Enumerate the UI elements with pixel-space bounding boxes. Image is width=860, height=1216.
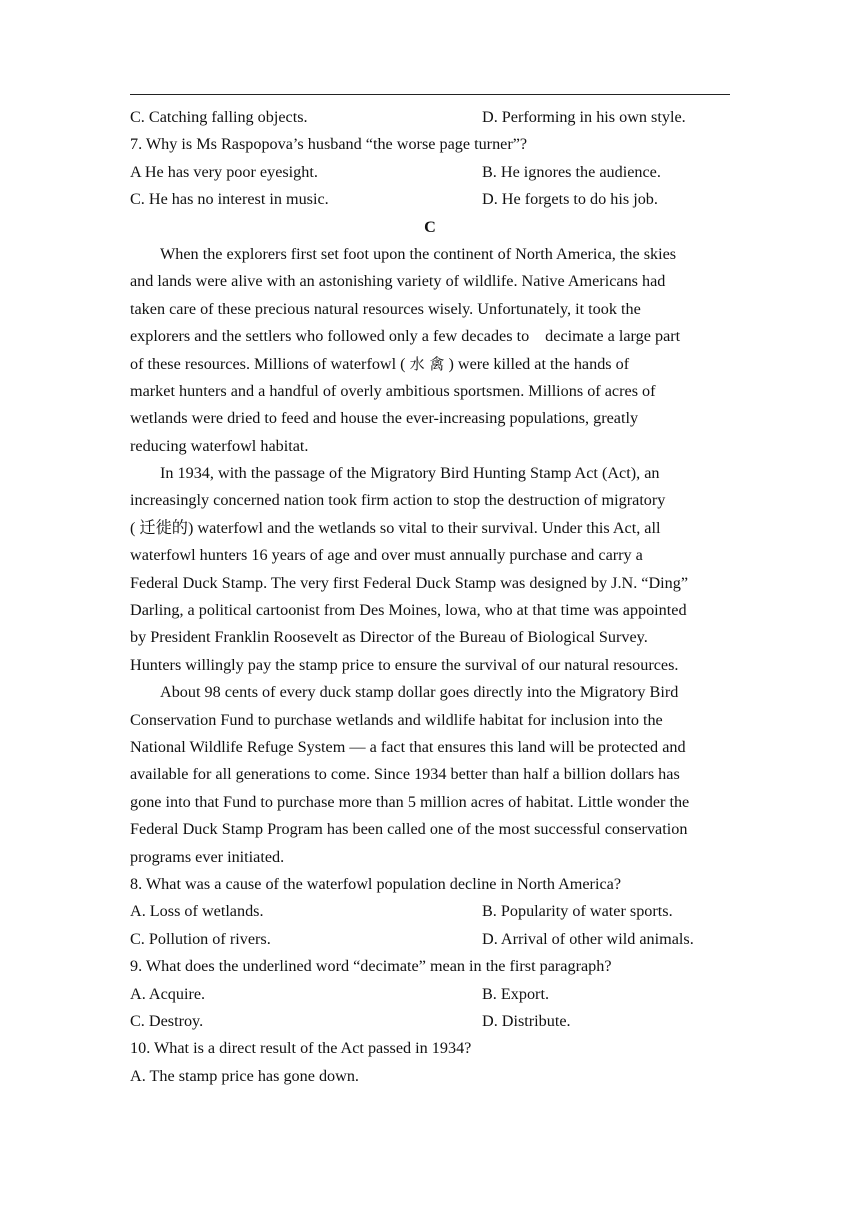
passage-paragraph-3: [130, 679, 730, 871]
section-label: C: [424, 217, 436, 236]
q8-option-c: C. Pollution of rivers.: [130, 929, 271, 948]
p2-line-8: Hunters willingly pay the stamp price to ensure the survival of our natural resources.: [130, 655, 679, 674]
underlined-word-decimate: decimate: [545, 327, 604, 346]
q6-option-d: D. Performing in his own style.: [482, 108, 686, 126]
q10-option-a: A. The stamp price has gone down.: [130, 1066, 359, 1085]
q7-option-a: A He has very poor eyesight.: [130, 162, 318, 181]
p1-line-7: wetlands were dried to feed and house the ever-increasing populations, greatly: [130, 409, 639, 428]
q8-option-b: B. Popularity of water sports.: [482, 902, 673, 921]
header-rule: [130, 94, 730, 95]
p3-line-5: gone into that Fund to purchase more than 5 million acres of habitat. Little wonder the: [130, 792, 690, 811]
q7-option-b: B. He ignores the audience.: [482, 162, 661, 181]
passage-paragraph-1: [130, 241, 730, 460]
q9-options-row-1: [130, 981, 730, 1008]
p1-line-5-end: ) were killed at the hands of: [448, 354, 630, 373]
p2-line-1: In 1934, with the passage of the Migratory Bird Hunting Stamp Act (Act), an: [160, 464, 660, 483]
q8-option-a: A. Loss of wetlands.: [130, 902, 264, 921]
p1-line-5: [130, 351, 730, 378]
q9-option-a: A. Acquire.: [130, 984, 206, 1003]
q9-option-d: D. Distribute.: [482, 1011, 571, 1030]
p1-line-3: taken care of these precious natural resources wisely. Unfortunately, it took the: [130, 299, 641, 318]
q9-option-b: B. Export.: [482, 984, 549, 1003]
p2-line-7: by President Franklin Roosevelt as Director of the Bureau of Biological Survey.: [130, 628, 648, 647]
p2-line-4: waterfowl hunters 16 years of age and over must annually purchase and carry a: [130, 546, 643, 565]
q6-option-c: C. Catching falling objects.: [130, 108, 308, 126]
q7-options-row-1: [130, 159, 730, 186]
p2-line-5: Federal Duck Stamp. The very first Federal Duck Stamp was designed by J.N. “Ding”: [130, 573, 689, 592]
q9-options-row-2: [130, 1008, 730, 1035]
q8-option-d: D. Arrival of other wild animals.: [482, 929, 694, 948]
q7-option-c: C. He has no interest in music.: [130, 190, 329, 209]
q8-options-row-2: [130, 926, 730, 953]
p3-line-7: programs ever initiated.: [130, 847, 285, 866]
p1-line-4-end: a large part: [607, 327, 681, 346]
passage-paragraph-2: [130, 460, 730, 679]
q8-question: 8. What was a cause of the waterfowl population decline in North America?: [130, 874, 621, 893]
p2-line-2: increasingly concerned nation took firm action to stop the destruction of migratory: [130, 491, 666, 510]
p1-line-1: When the explorers first set foot upon the continent of North America, the skies: [160, 244, 677, 263]
p1-line-6: market hunters and a handful of overly ambitious sportsmen. Millions of acres of: [130, 381, 656, 400]
q7-option-d: D. He forgets to do his job.: [482, 190, 658, 209]
page-content: [130, 104, 730, 1090]
p3-line-2: Conservation Fund to purchase wetlands and wildlife habitat for inclusion into the: [130, 710, 663, 729]
p1-line-8: reducing waterfowl habitat.: [130, 436, 309, 455]
gloss-waterfowl-chinese: 水 禽: [409, 354, 445, 373]
p3-line-3: National Wildlife Refuge System — a fact that ensures this land will be protected and: [130, 737, 686, 756]
q7-options-row-2: [130, 186, 730, 213]
q8-options-row-1: [130, 898, 730, 925]
q6-options-row-2: [130, 104, 730, 131]
p2-line-3: ( 迁徙的) waterfowl and the wetlands so vital to their survival. Under this Act, all: [130, 518, 661, 537]
p1-line-2: and lands were alive with an astonishing variety of wildlife. Native Americans had: [130, 272, 666, 291]
p3-line-4: available for all generations to come. Since 1934 better than half a billion dollars has: [130, 765, 680, 784]
p1-line-4: [130, 323, 730, 350]
p1-line-4-start: explorers and the settlers who followed only a few decades to: [130, 327, 530, 346]
q9-question: 9. What does the underlined word “decimate” mean in the first paragraph?: [130, 957, 612, 976]
p3-line-6: Federal Duck Stamp Program has been called one of the most successful conservation: [130, 820, 688, 839]
q7-question: 7. Why is Ms Raspopova’s husband “the worse page turner”?: [130, 135, 528, 154]
p3-line-1: About 98 cents of every duck stamp dollar goes directly into the Migratory Bird: [160, 683, 679, 702]
q9-option-c: C. Destroy.: [130, 1011, 204, 1030]
p1-line-5-start: of these resources. Millions of waterfowl (: [130, 354, 406, 373]
q10-question: 10. What is a direct result of the Act passed in 1934?: [130, 1039, 472, 1058]
p2-line-6: Darling, a political cartoonist from Des Moines, lowa, who at that time was appointed: [130, 601, 687, 620]
